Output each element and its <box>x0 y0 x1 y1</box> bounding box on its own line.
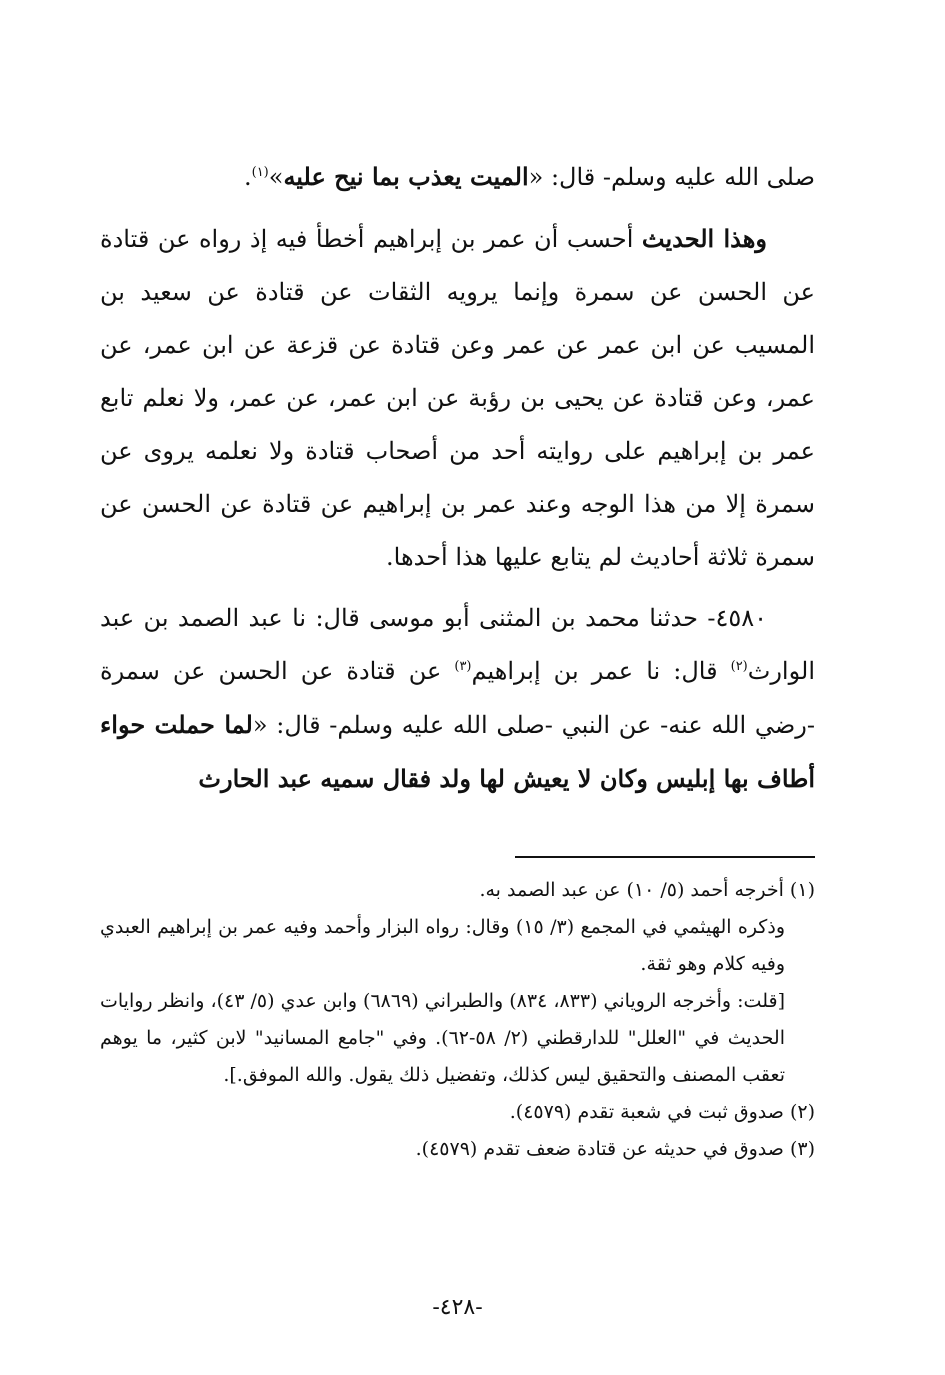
footnotes <box>100 872 815 1168</box>
hadith-quote-bold: الميت يعذب بما نيح عليه <box>283 162 529 191</box>
paragraph-continuation <box>100 150 815 204</box>
footnote-ref-1: (١) <box>251 165 269 180</box>
footnote-1: (١) أخرجه أحمد (٥/ ١٠) عن عبد الصمد به. <box>479 879 815 901</box>
paragraph-hadith-4580 <box>100 592 815 806</box>
main-text <box>100 150 815 806</box>
paragraph-commentary <box>100 212 815 584</box>
footnote-3: (٣) صدوق في حديثه عن قتادة ضعف تقدم (٤٥٧٩). <box>415 1138 815 1160</box>
footnote-separator <box>515 856 815 858</box>
footnote-1-continued: وذكره الهيثمي في المجمع (٣/ ١٥) وقال: رواه البزار وأحمد وفيه عمر بن إبراهيم العبدي وفيه كلام وهو ثقة. <box>100 916 785 975</box>
text-run: صلى الله عليه وسلم- قال: « <box>528 163 815 191</box>
lead-bold: وهذا الحديث <box>641 224 767 253</box>
text-run: ٤٥٨٠- حدثنا محمد بن المثنى أبو موسى قال: نا عبد الصمد بن عبد الوارث <box>100 604 815 685</box>
footnote-1-editor-note: [قلت: وأخرجه الروياني (٨٣٣، ٨٣٤) والطبراني (٦٨٦٩) وابن عدي (٥/ ٤٣)، وانظر روايات الحديث في "العلل" للدارقطني (٢/ ٥٨-٦٢). وفي "جامع المسانيد" لابن كثير، ما يوهم تعقب المصنف والتحقيق ليس كذلك، وتفضيل ذلك يقول. والله الموفق.]. <box>100 990 785 1086</box>
text-run: عن قتادة عن الحسن عن سمرة -رضي الله عنه- عن النبي -صلى الله عليه وسلم- قال: « <box>100 657 815 739</box>
footnote-2: (٢) صدوق ثبت في شعبة تقدم (٤٥٧٩). <box>509 1101 815 1123</box>
text-run: أحسب أن عمر بن إبراهيم أخطأ فيه إذ رواه عن قتادة عن الحسن عن سمرة وإنما يرويه الثقات عن قتادة عن سعيد بن المسيب عن ابن عمر عن عمر وعن قتادة عن قزعة عن ابن عمر، عن عمر، وعن قتادة عن يحيى بن رؤبة عن ابن عمر، عن عمر، ولا نعلم تابع عمر بن إبراهيم على روايته أحد من أصحاب قتادة ولا نعلمه يروى عن سمرة إلا من هذا الوجه وعند عمر بن إبراهيم عن قتادة عن الحسن عن سمرة ثلاثة أحاديث لم يتابع عليها هذا أحدها. <box>100 225 815 571</box>
hadith-quote-bold: لما حملت حواء أطاف بها إبليس وكان لا يعيش لها ولد فقال سميه عبد الحارث <box>100 710 815 793</box>
text-run: . <box>243 163 252 191</box>
quote-close: » <box>268 163 284 191</box>
page-number: -٤٢٨- <box>432 1295 483 1320</box>
footnote-ref-3: (٣) <box>454 659 472 674</box>
document-page <box>100 150 815 1330</box>
text-run: قال: نا عمر بن إبراهيم <box>471 657 731 685</box>
footnote-ref-2: (٢) <box>730 659 748 674</box>
